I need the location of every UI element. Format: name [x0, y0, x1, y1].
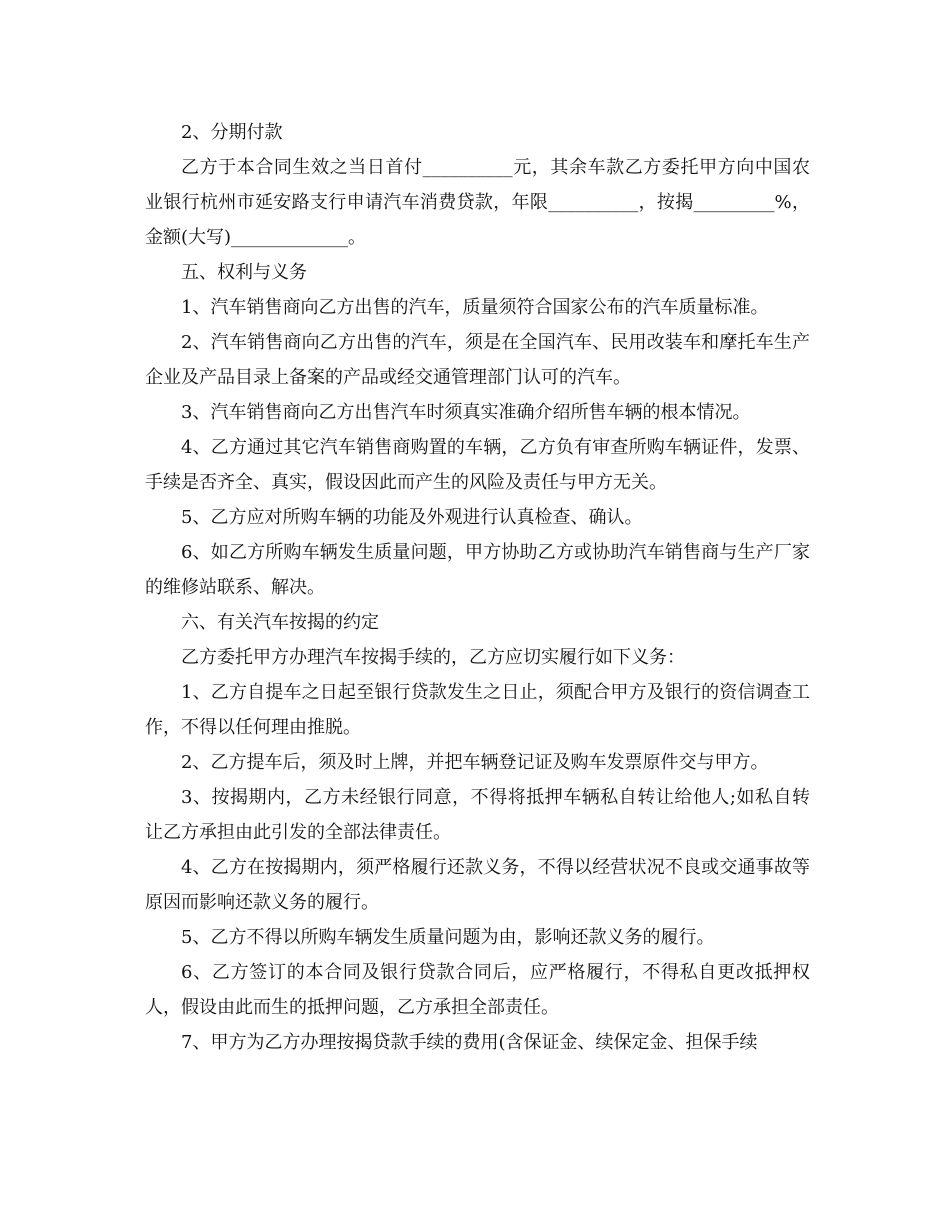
paragraph: 6、乙方签订的本合同及银行贷款合同后，应严格履行，不得私自更改抵押权人，假设由此而生的抵押问题，乙方承担全部责任。 — [145, 962, 810, 1018]
document-page — [145, 115, 810, 1060]
paragraph: 4、乙方在按揭期内，须严格履行还款义务，不得以经营状况不良或交通事故等原因而影响还款义务的履行。 — [145, 857, 810, 913]
paragraph: 2、汽车销售商向乙方出售的汽车，须是在全国汽车、民用改装车和摩托车生产企业及产品目录上备案的产品或经交通管理部门认可的汽车。 — [145, 332, 810, 388]
paragraph: 1、汽车销售商向乙方出售的汽车，质量须符合国家公布的汽车质量标准。 — [181, 297, 769, 318]
paragraph: 4、乙方通过其它汽车销售商购置的车辆，乙方负有审查所购车辆证件，发票、手续是否齐全、真实，假设因此而产生的风险及责任与甲方无关。 — [145, 437, 810, 493]
paragraph: 5、乙方应对所购车辆的功能及外观进行认真检查、确认。 — [181, 507, 643, 528]
section-heading: 五、权利与义务 — [181, 262, 307, 283]
paragraph: 2、乙方提车后，须及时上牌，并把车辆登记证及购车发票原件交与甲方。 — [181, 752, 769, 773]
section-heading: 六、有关汽车按揭的约定 — [181, 612, 379, 633]
paragraph: 3、汽车销售商向乙方出售汽车时须真实准确介绍所售车辆的根本情况。 — [181, 402, 751, 423]
paragraph: 7、甲方为乙方办理按揭贷款手续的费用(含保证金、续保定金、担保手续 — [181, 1032, 758, 1053]
paragraph: 3、按揭期内，乙方未经银行同意，不得将抵押车辆私自转让给他人;如私自转让乙方承担由此引发的全部法律责任。 — [145, 787, 810, 843]
paragraph: 6、如乙方所购车辆发生质量问题，甲方协助乙方或协助汽车销售商与生产厂家的维修站联系、解决。 — [145, 542, 810, 598]
paragraph: 乙方于本合同生效之当日首付__________元，其余车款乙方委托甲方向中国农业银行杭州市延安路支行申请汽车消费贷款，年限__________，按揭_________%，金额(大写)_____________。 — [145, 157, 810, 248]
paragraph: 乙方委托甲方办理汽车按揭手续的，乙方应切实履行如下义务： — [181, 647, 685, 668]
section-heading: 2、分期付款 — [181, 122, 283, 143]
paragraph: 1、乙方自提车之日起至银行贷款发生之日止，须配合甲方及银行的资信调查工作，不得以任何理由推脱。 — [145, 682, 810, 738]
paragraph: 5、乙方不得以所购车辆发生质量问题为由，影响还款义务的履行。 — [181, 927, 715, 948]
